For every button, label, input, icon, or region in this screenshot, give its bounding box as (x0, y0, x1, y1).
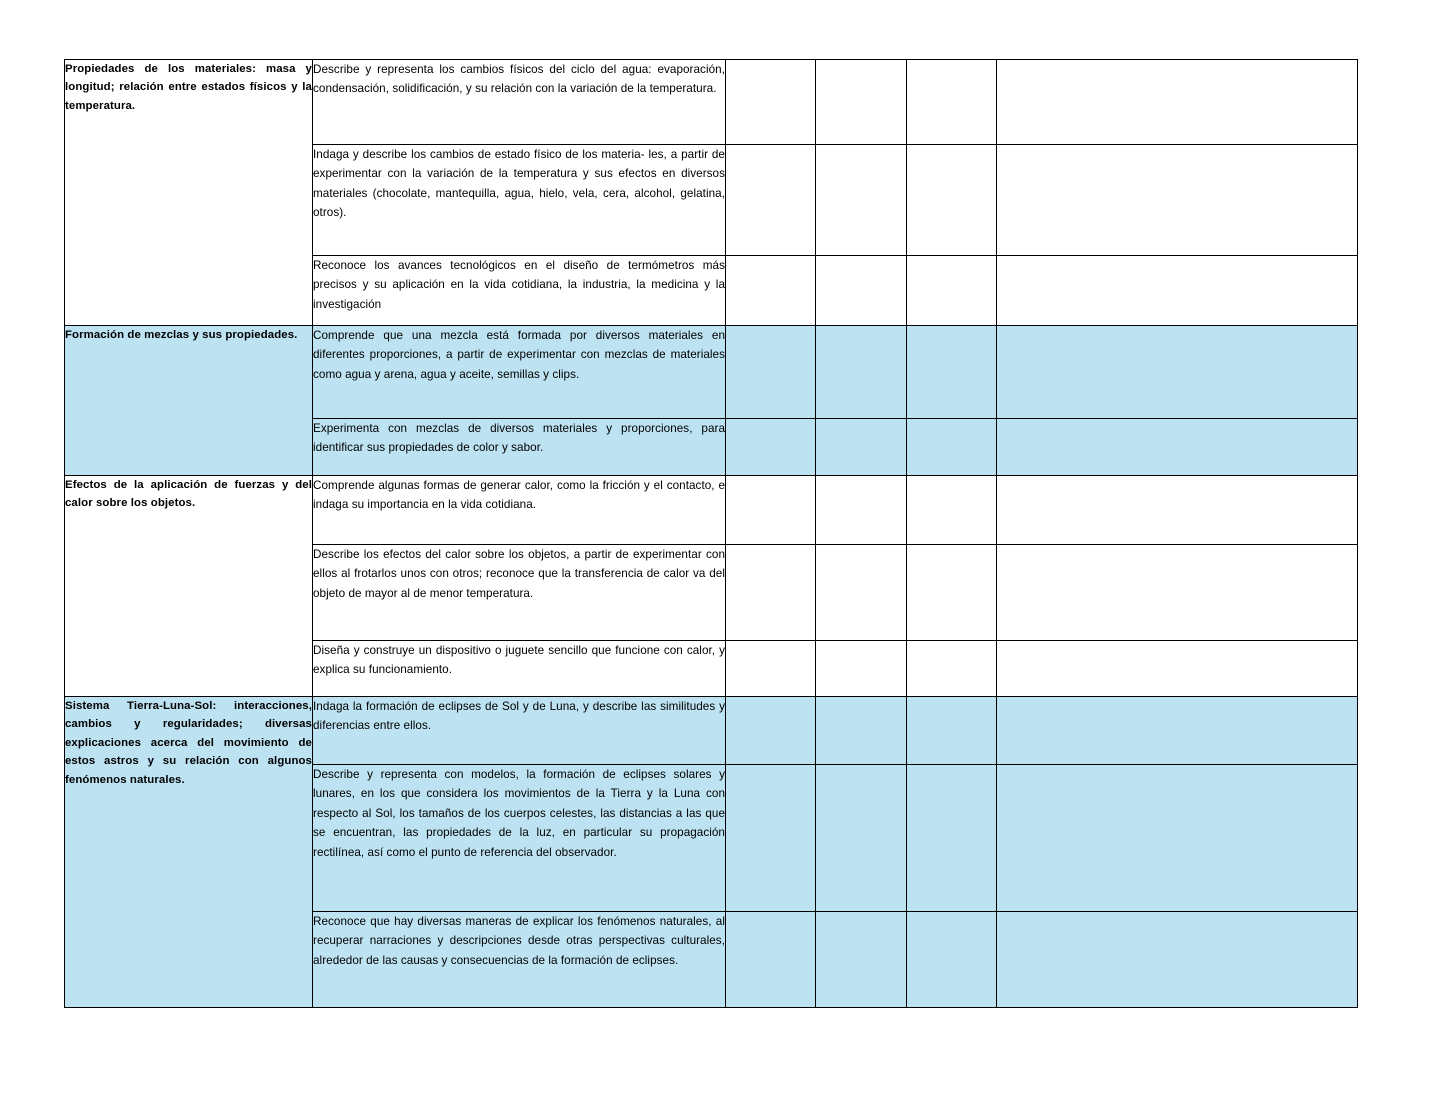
evaluacion-cell-3[interactable] (907, 476, 997, 545)
learning-text: Describe y representa los cambios físicos del ciclo del agua: evaporación, condensación, solidificación, y su relación con la variación de la temperatura. (313, 63, 725, 96)
evaluacion-cell-1[interactable] (726, 765, 816, 912)
evaluacion-cell-2[interactable] (816, 326, 907, 419)
learning-cell (313, 419, 726, 476)
observaciones-cell[interactable] (997, 912, 1358, 1008)
evaluacion-cell-3[interactable] (907, 419, 997, 476)
learning-text: Indaga y describe los cambios de estado físico de los materia- les, a partir de experimentar con la variación de la temperatura y sus efectos en diversos materiales (chocolate, mantequilla, agua, hielo, vela, cera, alcohol, gelatina, otros). (313, 148, 725, 220)
learning-text: Reconoce que hay diversas maneras de explicar los fenómenos naturales, al recuperar narraciones y descripciones desde otras perspectivas culturales, alrededor de las causas y consecuencias de la formación de eclipses. (313, 915, 725, 967)
evaluacion-cell-3[interactable] (907, 697, 997, 765)
topic-cell-propiedades-materiales (65, 60, 313, 326)
observaciones-cell[interactable] (997, 326, 1358, 419)
evaluacion-cell-2[interactable] (816, 476, 907, 545)
learning-cell (313, 912, 726, 1008)
table-row (65, 697, 1358, 765)
learning-cell (313, 256, 726, 326)
observaciones-cell[interactable] (997, 765, 1358, 912)
evaluacion-cell-1[interactable] (726, 256, 816, 326)
topic-text: Efectos de la aplicación de fuerzas y del calor sobre los objetos. (65, 479, 312, 510)
table-row (65, 476, 1358, 545)
evaluacion-cell-1[interactable] (726, 476, 816, 545)
evaluacion-cell-3[interactable] (907, 912, 997, 1008)
learning-cell (313, 476, 726, 545)
learning-text: Describe y representa con modelos, la formación de eclipses solares y lunares, en los que considera los movimientos de la Tierra y la Luna con respecto al Sol, los tamaños de los cuerpos celestes, las distancias a las que se encuentran, las propiedades de la luz, en particular su propagación rectilínea, así como el punto de referencia del observador. (313, 768, 725, 859)
learning-cell (313, 60, 726, 145)
evaluacion-cell-3[interactable] (907, 545, 997, 641)
evaluacion-cell-1[interactable] (726, 697, 816, 765)
topic-cell-efectos-fuerzas-calor (65, 476, 313, 697)
evaluacion-cell-2[interactable] (816, 765, 907, 912)
evaluacion-cell-2[interactable] (816, 145, 907, 256)
evaluacion-cell-2[interactable] (816, 912, 907, 1008)
evaluacion-cell-3[interactable] (907, 326, 997, 419)
observaciones-cell[interactable] (997, 697, 1358, 765)
curriculum-assessment-table (64, 59, 1358, 1008)
learning-cell (313, 326, 726, 419)
learning-text: Comprende algunas formas de generar calor, como la fricción y el contacto, e indaga su importancia en la vida cotidiana. (313, 479, 725, 512)
learning-cell (313, 641, 726, 697)
learning-cell (313, 145, 726, 256)
observaciones-cell[interactable] (997, 145, 1358, 256)
evaluacion-cell-2[interactable] (816, 697, 907, 765)
topic-cell-formacion-mezclas (65, 326, 313, 476)
table-row (65, 326, 1358, 419)
evaluacion-cell-3[interactable] (907, 256, 997, 326)
evaluacion-cell-1[interactable] (726, 145, 816, 256)
evaluacion-cell-1[interactable] (726, 326, 816, 419)
learning-text: Comprende que una mezcla está formada por diversos materiales en diferentes proporciones, a partir de experimentar con mezclas de materiales como agua y arena, agua y aceite, semillas y clips. (313, 329, 725, 381)
learning-cell (313, 697, 726, 765)
evaluacion-cell-1[interactable] (726, 912, 816, 1008)
observaciones-cell[interactable] (997, 641, 1358, 697)
observaciones-cell[interactable] (997, 545, 1358, 641)
observaciones-cell[interactable] (997, 60, 1358, 145)
observaciones-cell[interactable] (997, 256, 1358, 326)
evaluacion-cell-1[interactable] (726, 641, 816, 697)
evaluacion-cell-1[interactable] (726, 60, 816, 145)
learning-cell (313, 765, 726, 912)
evaluacion-cell-2[interactable] (816, 545, 907, 641)
topic-text: Sistema Tierra-Luna-Sol: interacciones, cambios y regularidades; diversas explicaciones acerca del movimiento de estos astros y su relación con algunos fenómenos naturales. (65, 700, 312, 786)
learning-text: Reconoce los avances tecnológicos en el diseño de termómetros más precisos y su aplicación en la vida cotidiana, la industria, la medicina y la investigación (313, 259, 725, 311)
learning-cell (313, 545, 726, 641)
evaluacion-cell-3[interactable] (907, 60, 997, 145)
evaluacion-cell-2[interactable] (816, 256, 907, 326)
topic-cell-sistema-tierra-luna-sol (65, 697, 313, 1008)
learning-text: Describe los efectos del calor sobre los objetos, a partir de experimentar con ellos al frotarlos unos con otros; reconoce que la transferencia de calor va del objeto de mayor al de menor temperatura. (313, 548, 725, 600)
evaluacion-cell-2[interactable] (816, 641, 907, 697)
learning-text: Indaga la formación de eclipses de Sol y de Luna, y describe las similitudes y diferencias entre ellos. (313, 700, 725, 733)
evaluacion-cell-2[interactable] (816, 419, 907, 476)
evaluacion-cell-3[interactable] (907, 765, 997, 912)
evaluacion-cell-3[interactable] (907, 145, 997, 256)
topic-text: Formación de mezclas y sus propiedades. (65, 329, 298, 341)
topic-text: Propiedades de los materiales: masa y longitud; relación entre estados físicos y la temperatura. (65, 63, 312, 112)
evaluacion-cell-1[interactable] (726, 545, 816, 641)
observaciones-cell[interactable] (997, 419, 1358, 476)
evaluacion-cell-3[interactable] (907, 641, 997, 697)
observaciones-cell[interactable] (997, 476, 1358, 545)
evaluacion-cell-1[interactable] (726, 419, 816, 476)
learning-text: Experimenta con mezclas de diversos materiales y proporciones, para identificar sus propiedades de color y sabor. (313, 422, 725, 455)
learning-text: Diseña y construye un dispositivo o juguete sencillo que funcione con calor, y explica su funcionamiento. (313, 644, 725, 677)
evaluacion-cell-2[interactable] (816, 60, 907, 145)
table-row (65, 60, 1358, 145)
